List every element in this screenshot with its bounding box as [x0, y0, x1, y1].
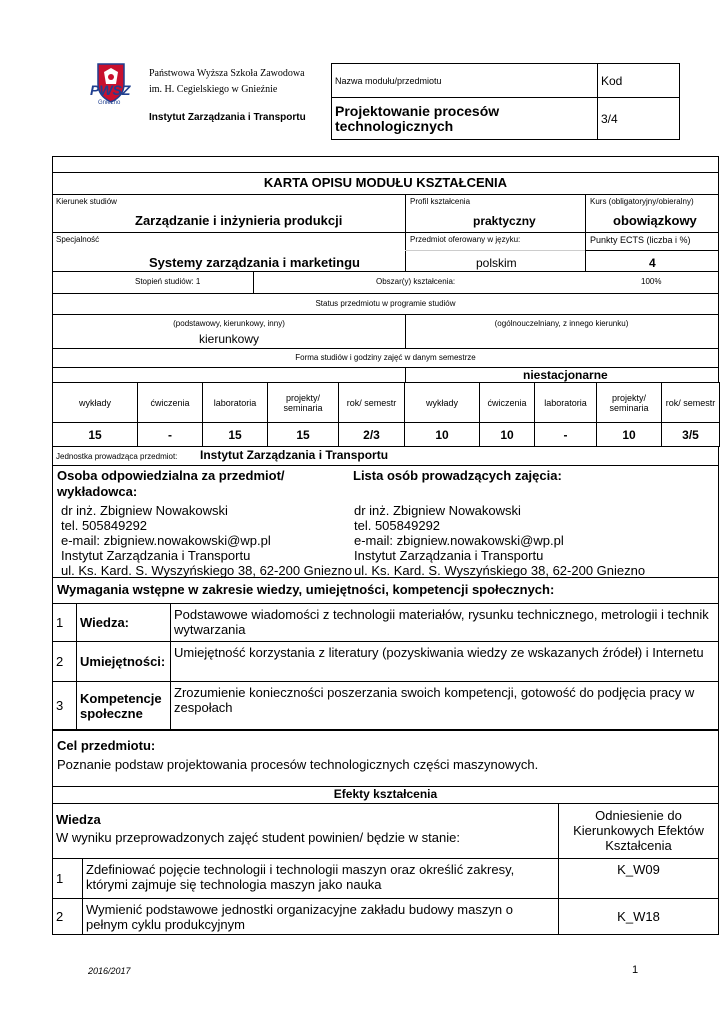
- req-label: Wiedza:: [77, 604, 171, 642]
- person-line: e-mail: zbigniew.nowakowski@wp.pl: [61, 533, 271, 548]
- effects-table: [52, 803, 719, 935]
- hours-value: 10: [405, 423, 480, 447]
- hours-header: projekty/ seminaria: [268, 383, 339, 423]
- requirements-title-row: [52, 578, 719, 604]
- effect-text: Wymienić podstawowe jednostki organizacyjne zakładu budowy maszyn o pełnym cyklu produkcyjnym: [83, 899, 559, 935]
- unit-row: [52, 447, 719, 466]
- knowledge-cell: [53, 804, 559, 859]
- hours-header: rok/ semestr: [339, 383, 405, 423]
- status-right-label: (ogólnouczelniany, z innego kierunku): [494, 319, 629, 328]
- requirements-title: Wymagania wstępne w zakresie wiedzy, umiejętności, kompetencji społecznych:: [57, 582, 555, 597]
- req-num: 2: [53, 642, 77, 682]
- ects-value: 4: [649, 256, 656, 270]
- module-label: Nazwa modułu/przedmiotu: [332, 64, 598, 98]
- effects-title: Efekty kształcenia: [333, 787, 438, 801]
- hours-value: 15: [53, 423, 138, 447]
- specialty-row: [52, 233, 719, 272]
- unit-value: Instytut Zarządzania i Transportu: [200, 448, 389, 462]
- hours-header: ćwiczenia: [480, 383, 535, 423]
- unit-label: Jednostka prowadząca przedmiot:: [56, 452, 178, 461]
- status-title-row: [52, 294, 719, 315]
- effect-text: Zdefiniować pojęcie technologii i technologii maszyn oraz określić zakresy, którymi zajmuje się technologia maszyn jako nauka: [83, 859, 559, 899]
- hours-header-row: [53, 383, 720, 423]
- status-left-value: kierunkowy: [198, 332, 260, 346]
- profile-label: Profil kształcenia: [410, 197, 471, 206]
- person-line: e-mail: zbigniew.nowakowski@wp.pl: [354, 533, 564, 548]
- knowledge-intro: W wyniku przeprowadzonych zajęć student powinien/ będzie w stanie:: [56, 830, 460, 845]
- person-line: Instytut Zarządzania i Transportu: [354, 548, 544, 563]
- person-line: tel. 505849292: [61, 518, 148, 533]
- person-line: dr inż. Zbigniew Nowakowski: [61, 503, 228, 518]
- hours-title: Forma studiów i godziny zajęć w danym semestrze: [295, 353, 476, 362]
- logo-text: PWSZ: [90, 82, 131, 98]
- hours-value: 15: [268, 423, 339, 447]
- specialty-label: Specjalność: [56, 235, 100, 244]
- req-text: Zrozumienie konieczności poszerzania swoich kompetencji, gotowość do podjęcia pracy w zespołach: [171, 682, 719, 730]
- degree-row: [52, 272, 719, 294]
- person-line: ul. Ks. Kard. S. Wyszyńskiego 38, 62-200 Gniezno: [61, 563, 353, 578]
- school-logo: [88, 62, 134, 110]
- hours-header: projekty/ seminaria: [597, 383, 662, 423]
- person-line: dr inż. Zbigniew Nowakowski: [354, 503, 521, 518]
- part-time-label: niestacjonarne: [523, 368, 608, 382]
- profile-value: praktyczny: [473, 214, 536, 228]
- hours-value: -: [535, 423, 597, 447]
- hours-values-row: [53, 423, 720, 447]
- persons-block: [52, 466, 719, 578]
- degree-text: Stopień studiów: 1: [135, 277, 201, 286]
- effects-title-row: [52, 786, 719, 804]
- hours-header: wykłady: [405, 383, 480, 423]
- school-name-line1: Państwowa Wyższa Szkoła Zawodowa: [149, 68, 305, 79]
- goal-text: Poznanie podstaw projektowania procesów technologicznych części maszynowych.: [57, 757, 539, 772]
- req-text: Umiejętność korzystania z literatury (pozyskiwania wiedzy ze wskazanych źródeł) i Internetu: [171, 642, 719, 682]
- effect-num: 1: [53, 859, 83, 899]
- status-row: [52, 315, 719, 349]
- institute-name: Instytut Zarządzania i Transportu: [149, 112, 306, 123]
- school-name-line2: im. H. Cegielskiego w Gnieźnie: [149, 84, 278, 95]
- footer-year: 2016/2017: [88, 966, 131, 976]
- hours-value: 2/3: [339, 423, 405, 447]
- hours-header: rok/ semestr: [662, 383, 720, 423]
- language-value: polskim: [476, 256, 517, 270]
- field-value: Zarządzanie i inżynieria produkcji: [135, 213, 343, 228]
- hours-value: 3/5: [662, 423, 720, 447]
- course-type-value: obowiązkowy: [613, 213, 697, 228]
- code-value: 3/4: [598, 98, 680, 140]
- hours-header: wykłady: [53, 383, 138, 423]
- effect-ref: K_W09: [559, 859, 719, 899]
- person-line: ul. Ks. Kard. S. Wyszyńskiego 38, 62-200 Gniezno: [354, 563, 646, 578]
- hours-value: 15: [203, 423, 268, 447]
- module-name: Projektowanie procesów technologicznych: [332, 98, 598, 140]
- ects-label: Punkty ECTS (liczba i %): [590, 235, 691, 245]
- status-title: Status przedmiotu w programie studiów: [315, 299, 456, 308]
- code-label: Kod: [598, 64, 680, 98]
- course-type-label: Kurs (obligatoryjny/obieralny): [590, 197, 694, 206]
- person-line: Instytut Zarządzania i Transportu: [61, 548, 251, 563]
- card-title: KARTA OPISU MODUŁU KSZTAŁCENIA: [263, 175, 508, 190]
- page-number: 1: [632, 964, 639, 976]
- goal-block: [52, 730, 719, 787]
- card-title-row: [52, 172, 719, 195]
- lecturers-details: [354, 503, 645, 578]
- hours-value: 10: [597, 423, 662, 447]
- status-left-label: (podstawowy, kierunkowy, inny): [173, 319, 285, 328]
- req-label: Kompetencje społeczne: [77, 682, 171, 730]
- area-label: Obszar(y) kształcenia:: [376, 277, 456, 286]
- hours-header: laboratoria: [535, 383, 597, 423]
- hours-header: laboratoria: [203, 383, 268, 423]
- hours-title-row: [52, 349, 719, 368]
- requirements-table: [52, 603, 719, 730]
- field-row: [52, 195, 719, 233]
- field-label: Kierunek studiów: [56, 197, 117, 206]
- effect-ref: K_W18: [559, 899, 719, 935]
- part-time-row: [52, 368, 719, 383]
- knowledge-title: Wiedza: [56, 812, 101, 827]
- req-label: Umiejętności:: [77, 642, 171, 682]
- req-text: Podstawowe wiadomości z technologii materiałów, rysunku technicznego, metrologii i technik wytwarzania: [171, 604, 719, 642]
- req-num: 3: [53, 682, 77, 730]
- goal-title: Cel przedmiotu:: [57, 738, 156, 753]
- responsible-details: [61, 503, 352, 578]
- module-header-table: [331, 63, 680, 140]
- effect-num: 2: [53, 899, 83, 935]
- reference-header: Odniesienie do Kierunkowych Efektów Kształcenia: [559, 804, 719, 859]
- hours-table: [52, 382, 720, 447]
- responsible-title: Osoba odpowiedzialna za przedmiot/ wykładowca:: [57, 468, 285, 499]
- specialty-value: Systemy zarządzania i marketingu: [149, 255, 360, 270]
- hours-header: ćwiczenia: [138, 383, 203, 423]
- area-value: 100%: [641, 277, 662, 286]
- language-label: Przedmiot oferowany w języku:: [410, 235, 521, 244]
- hours-value: 10: [480, 423, 535, 447]
- form-top-border: [52, 156, 719, 173]
- req-num: 1: [53, 604, 77, 642]
- lecturers-title: Lista osób prowadzących zajęcia:: [353, 468, 562, 483]
- person-line: tel. 505849292: [354, 518, 441, 533]
- hours-value: -: [138, 423, 203, 447]
- logo-subtext: Gniezno: [98, 100, 121, 106]
